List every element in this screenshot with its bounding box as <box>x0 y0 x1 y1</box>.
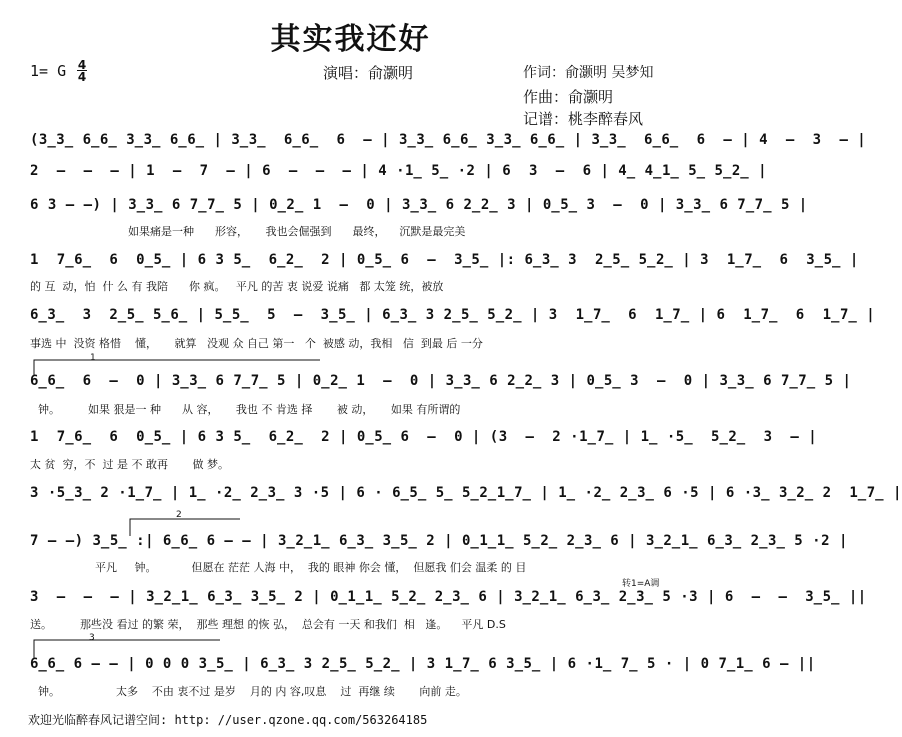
footer-text: 欢迎光临醉春风记谱空间: http: //user.qzone.qq.com/563264185 <box>28 713 428 727</box>
lyric-line: 太 贫 穷，不 过 是 不 敢再 做 梦。 <box>30 458 229 471</box>
notation-row: 3 – – – | 3̲2̲1̲ 6̲3̲ 3̲5̲ 2 | 0̲1̲1̲ 5̲2̲ 2̲3̲ 6 | 3̲2̲1̲ 6̲3̲ 2̲3̲ 5 ·3 | 6 – – 3̲5̲ || <box>30 589 867 605</box>
notation-row: 7 – –) 3̲5̲ :| 6̲6̲ 6 – – | 3̲2̲1̲ 6̲3̲ 3̲5̲ 2 | 0̲1̲1̲ 5̲2̲ 2̲3̲ 6 | 3̲2̲1̲ 6̲3̲ 2̲3̲ 5 ·2 | <box>30 533 848 549</box>
notation-row: 2 – – – | 1 – 7 – | 6 – – – | 4 ·1̲ 5̲ ·2 | 6 3 – 6 | 4̲ 4̲1̲ 5̲ 5̲2̲ | <box>30 163 768 179</box>
lyric-line: 事选 中 没资 格惜 懂， 就算 没观 众 自己 第一 个 被感 动，我相 信 到最 后 一分 <box>30 337 483 350</box>
notation-row: 1 7̲6̲ 6 0̲5̲ | 6 3 5̲ 6̲2̲ 2 | 0̲5̲ 6 – 0 | (3 – 2 ·1̲7̲ | 1̲ ·5̲ 5̲2̲ 3 – | <box>30 429 818 445</box>
notation-row: 1 7̲6̲ 6 0̲5̲ | 6 3 5̲ 6̲2̲ 2 | 0̲5̲ 6 – 3̲5̲ |: 6̲3̲ 3 2̲5̲ 5̲2̲ | 3 1̲7̲ 6 3̲5̲ | <box>30 252 859 268</box>
volta-1-label: 1 <box>90 353 96 363</box>
page-title: 其实我还好 <box>270 22 431 57</box>
lyric-line: 钟。 如果 狠是一 种 从 容， 我也 不 肯选 择 被 动， 如果 有所谓的 <box>38 403 461 416</box>
key-signature: 1= G <box>30 62 67 80</box>
notation-row: 6̲6̲ 6 – 0 | 3̲3̲ 6 7̲7̲ 5 | 0̲2̲ 1 – 0 | 3̲3̲ 6 2̲2̲ 3 | 0̲5̲ 3 – 0 | 3̲3̲ 6 7̲7̲ 5 | <box>30 373 852 389</box>
volta-3-label: 3 <box>89 633 95 643</box>
notation-row: 6̲3̲ 3 2̲5̲ 5̲6̲ | 5̲5̲ 5 – 3̲5̲ | 6̲3̲ 3 2̲5̲ 5̲2̲ | 3 1̲7̲ 6 1̲7̲ | 6 1̲7̲ 6 1̲7̲ | <box>30 307 876 323</box>
notation-row: 6̲6̲ 6 – – | 0 0 0 3̲5̲ | 6̲3̲ 3 2̲5̲ 5̲2̲ | 3 1̲7̲ 6 3̲5̲ | 6 ·1̲ 7̲ 5 · | 0 7̲1̲ 6 – || <box>30 656 816 672</box>
modulation-note: 转1=A调 <box>622 579 660 589</box>
lyricist-credit: 作词：俞灏明 吴梦知 <box>523 65 654 81</box>
lyric-line: 送。 那些没 看过 的繁 荣， 那些 理想 的恢 弘， 总会有 一天 和我们 相 逢。 平凡 D.S <box>30 618 506 631</box>
volta-bracket-1 <box>34 360 320 376</box>
volta-bracket-3 <box>34 640 220 658</box>
singer-credit: 演唱：俞灏明 <box>323 64 414 82</box>
lyric-line: 如果痛是一种 形容， 我也会倔强到 最终， 沉默是最完美 <box>128 225 466 238</box>
lyric-line: 的 互 动，怕 什 么 有 我陪 你 疯。 平凡 的苦 衷 说爱 说痛 都 太笼 统，被放 <box>30 280 444 293</box>
lyric-line: 平凡 钟。 但愿在 茫茫 人海 中， 我的 眼神 你会 懂， 但愿我 们会 温柔 的 目 <box>95 561 527 574</box>
notation-row: 3 ·5̲3̲ 2 ·1̲7̲ | 1̲ ·2̲ 2̲3̲ 3 ·5 | 6 · 6̲5̲ 5̲ 5̲2̲1̲7̲ | 1̲ ·2̲ 2̲3̲ 6 ·5 | 6 ·3̲ 3̲2̲ 2 1̲7̲ | <box>30 485 902 501</box>
composer-credit: 作曲：俞灏明 <box>523 88 614 106</box>
volta-bracket-2 <box>130 519 240 536</box>
notation-row: (3̲3̲ 6̲6̲ 3̲3̲ 6̲6̲ | 3̲3̲ 6̲6̲ 6 – | 3̲3̲ 6̲6̲ 3̲3̲ 6̲6̲ | 3̲3̲ 6̲6̲ 6 – | 4 – 3 – | <box>30 132 867 148</box>
lyric-line: 钟。 太多 不由 衷不过 是岁 月的 内 容,叹息 过 再继 续 向前 走。 <box>38 685 467 698</box>
notation-row: 6 3 – –) | 3̲3̲ 6 7̲7̲ 5 | 0̲2̲ 1 – 0 | 3̲3̲ 6 2̲2̲ 3 | 0̲5̲ 3 – 0 | 3̲3̲ 6 7̲7̲ 5 | <box>30 197 808 213</box>
transcriber-credit: 记谱：桃李醉春风 <box>523 110 644 128</box>
volta-2-label: 2 <box>176 510 182 520</box>
